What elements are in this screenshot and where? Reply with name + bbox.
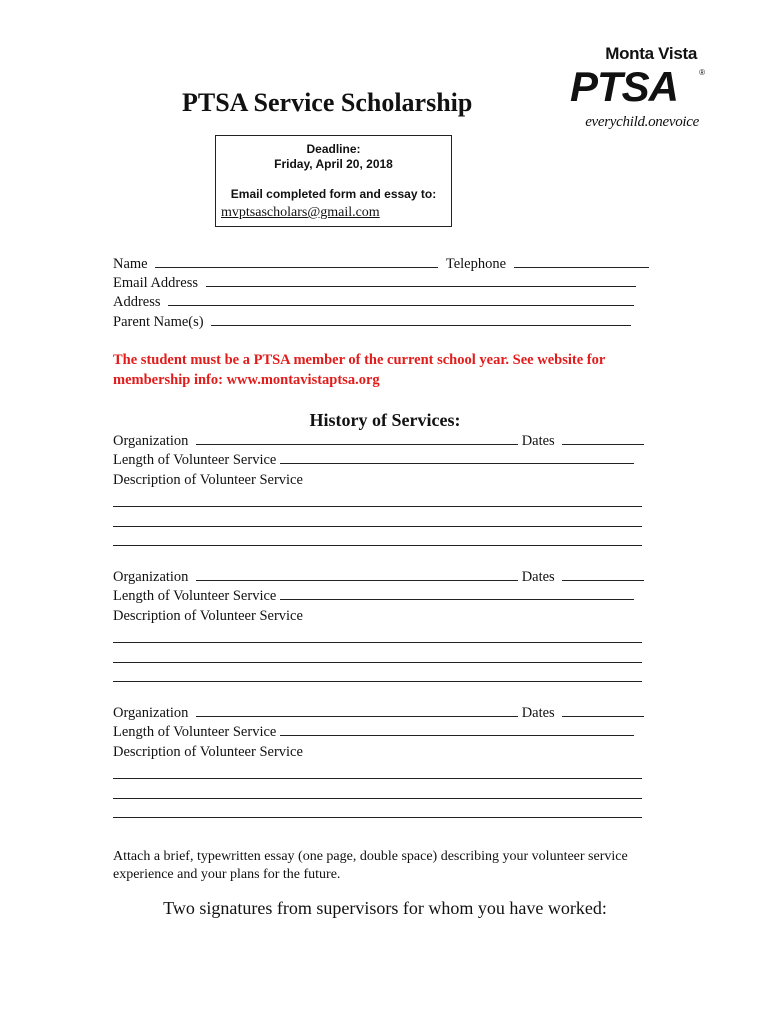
- monta-vista-ptsa-logo: [560, 44, 705, 136]
- logo-school-name: Monta Vista: [605, 44, 697, 63]
- length-label: Length of Volunteer Service: [113, 724, 277, 740]
- service-1-description-line[interactable]: [113, 526, 642, 527]
- dates-label: Dates: [521, 569, 555, 585]
- email-address-label: Email Address: [113, 275, 198, 291]
- service-3-description-row: [113, 743, 303, 761]
- organization-label: Organization: [113, 705, 189, 721]
- description-label: Description of Volunteer Service: [113, 472, 303, 488]
- parent-names-field[interactable]: [211, 313, 631, 326]
- address-field[interactable]: [168, 293, 634, 306]
- organization-label: Organization: [113, 433, 189, 449]
- service-3-dates-field[interactable]: [562, 704, 644, 717]
- service-2-length-field[interactable]: [280, 587, 634, 600]
- email-instruction: Email completed form and essay to:: [230, 187, 437, 201]
- membership-notice: The student must be a PTSA member of the current school year. See website for membership info: www.montavistaptsa.org: [113, 352, 606, 388]
- deadline-box: [215, 135, 452, 227]
- service-1-organization-field[interactable]: [196, 432, 518, 445]
- length-label: Length of Volunteer Service: [113, 588, 277, 604]
- page-title: PTSA Service Scholarship: [182, 88, 473, 117]
- length-label: Length of Volunteer Service: [113, 452, 277, 468]
- logo-registered-mark: ®: [699, 68, 705, 77]
- logo-ptsa-mark: PTSA: [570, 63, 679, 110]
- service-2-description-line[interactable]: [113, 642, 642, 643]
- service-2-organization-row: [113, 568, 644, 586]
- name-field[interactable]: [155, 255, 438, 268]
- deadline-label: Deadline:: [306, 142, 361, 156]
- service-3-description-line[interactable]: [113, 817, 642, 818]
- deadline-date: Friday, April 20, 2018: [274, 157, 393, 171]
- email-row: [113, 274, 636, 292]
- telephone-field[interactable]: [514, 255, 649, 268]
- service-3-organization-row: [113, 704, 644, 722]
- service-2-organization-field[interactable]: [196, 568, 518, 581]
- address-label: Address: [113, 294, 161, 310]
- address-row: [113, 293, 634, 311]
- service-3-description-line[interactable]: [113, 778, 642, 779]
- service-1-length-field[interactable]: [280, 451, 634, 464]
- description-label: Description of Volunteer Service: [113, 744, 303, 760]
- dates-label: Dates: [521, 433, 555, 449]
- service-1-description-line[interactable]: [113, 545, 642, 546]
- service-2-description-line[interactable]: [113, 681, 642, 682]
- email-address-field[interactable]: [206, 274, 636, 287]
- service-1-description-line[interactable]: [113, 506, 642, 507]
- service-1-description-row: [113, 471, 303, 489]
- service-3-organization-field[interactable]: [196, 704, 518, 717]
- service-3-length-field[interactable]: [280, 723, 634, 736]
- essay-instruction: Attach a brief, typewritten essay (one page, double space) describing your volunteer service experience and your plans for the future.: [113, 849, 628, 882]
- service-2-dates-field[interactable]: [562, 568, 644, 581]
- service-2-description-line[interactable]: [113, 662, 642, 663]
- parent-names-label: Parent Name(s): [113, 314, 204, 330]
- service-3-description-line[interactable]: [113, 798, 642, 799]
- service-3-length-row: [113, 723, 634, 741]
- submission-email-link[interactable]: mvptsascholars@gmail.com: [221, 205, 380, 220]
- telephone-label: Telephone: [445, 256, 507, 272]
- service-1-dates-field[interactable]: [562, 432, 644, 445]
- organization-label: Organization: [113, 569, 189, 585]
- name-label: Name: [113, 256, 148, 272]
- history-of-services-heading: History of Services:: [309, 410, 461, 430]
- signatures-heading: Two signatures from supervisors for whom you have worked:: [163, 898, 607, 918]
- logo-tagline: everychild.onevoice: [585, 114, 699, 130]
- description-label: Description of Volunteer Service: [113, 608, 303, 624]
- dates-label: Dates: [521, 705, 555, 721]
- service-2-length-row: [113, 587, 634, 605]
- name-telephone-row: [113, 255, 649, 273]
- parent-names-row: [113, 313, 631, 331]
- service-1-length-row: [113, 451, 634, 469]
- service-1-organization-row: [113, 432, 644, 450]
- service-2-description-row: [113, 607, 303, 625]
